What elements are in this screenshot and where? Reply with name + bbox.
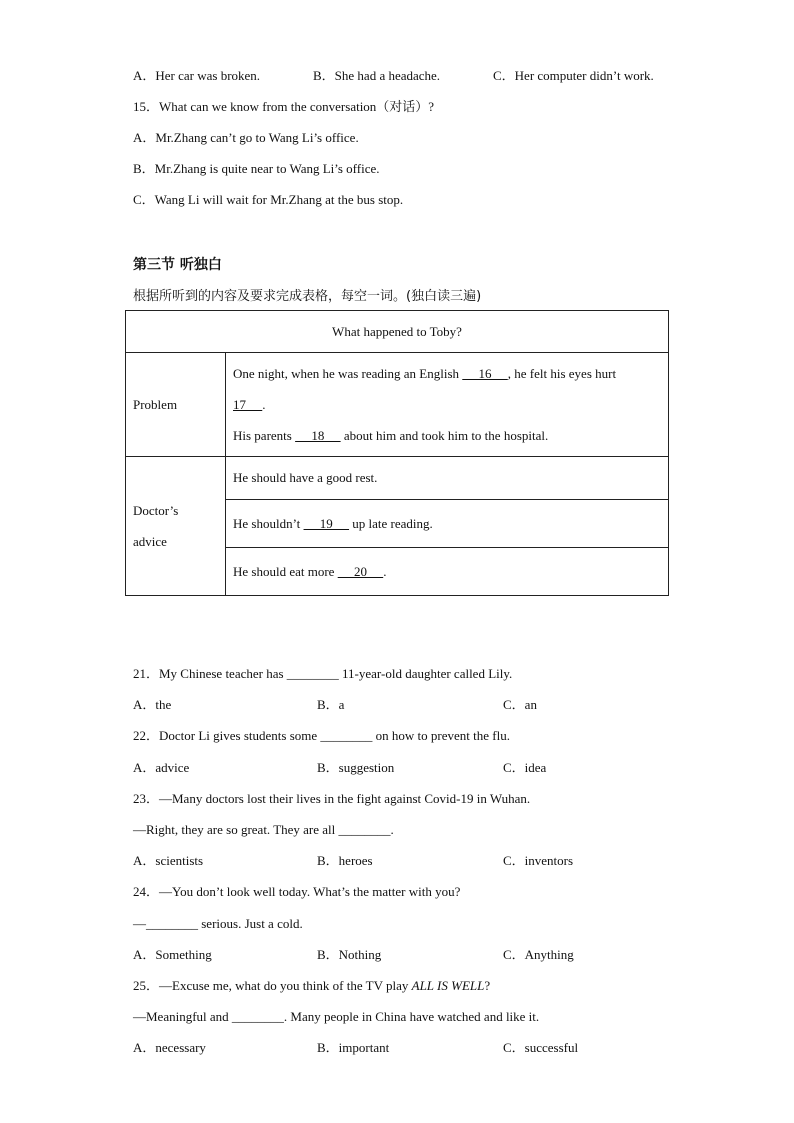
q21-stem: 21．My Chinese teacher has ________ 11-year-old daughter called Lily. [133, 666, 513, 681]
q22-stem: 22．Doctor Li gives students some ________ on how to prevent the flu. [133, 728, 510, 743]
blank-17: 17 [233, 397, 263, 412]
problem-content [226, 353, 669, 457]
q25-option-b: B．important [317, 1040, 390, 1055]
q23-option-b: B．heroes [317, 853, 373, 868]
blank-19: 19 [303, 515, 350, 531]
q21-option-c: C．an [503, 697, 537, 712]
q24-option-c: C．Anything [503, 947, 574, 962]
problem-line-3: His parents 18 about him and took him to the hospital. [233, 428, 549, 443]
q24-option-b: B．Nothing [317, 947, 382, 962]
q25-stem-2: —Meaningful and ________. Many people in China have watched and like it. [133, 1009, 540, 1024]
blank-16: 16 [462, 366, 508, 381]
q25-option-a: A．necessary [133, 1040, 206, 1055]
q24-option-a: A．Something [133, 947, 212, 962]
table-title: What happened to Toby? [126, 311, 669, 353]
problem-line-1: One night, when he was reading an English 16 , he felt his eyes hurt [233, 366, 617, 381]
advice-3: He should eat more 20 . [226, 548, 669, 596]
q23-option-a: A．scientists [133, 853, 204, 868]
q21-option-b: B．a [317, 697, 345, 712]
blank-20: 20 [337, 563, 384, 579]
q25-play-title: ALL IS WELL [411, 978, 485, 993]
q23-stem-2: —Right, they are so great. They are all ________. [133, 822, 394, 837]
section-instruction: 根据所听到的内容及要求完成表格，每空一词。(独白读三遍) [133, 289, 482, 304]
q15-option-a: A．Mr.Zhang can’t go to Wang Li’s office. [133, 130, 359, 145]
q22-option-a: A．advice [133, 760, 190, 775]
q15-stem: 15．What can we know from the conversation（对话）? [133, 99, 435, 114]
blank-18: 18 [295, 428, 341, 443]
q24-stem-2: —________ serious. Just a cold. [133, 916, 303, 931]
advice-1: He should have a good rest. [226, 457, 669, 500]
problem-line-2: 17 . [233, 397, 266, 412]
q14-option-a: A．Her car was broken. [133, 68, 261, 83]
q15-option-b: B．Mr.Zhang is quite near to Wang Li’s office. [133, 161, 380, 176]
q14-option-c: C．Her computer didn’t work. [493, 68, 654, 83]
q22-option-b: B．suggestion [317, 760, 395, 775]
q15-option-c: C．Wang Li will wait for Mr.Zhang at the bus stop. [133, 192, 404, 207]
q23-stem: 23．—Many doctors lost their lives in the fight against Covid-19 in Wuhan. [133, 791, 531, 806]
advice-row-1 [126, 457, 669, 500]
q23-option-c: C．inventors [503, 853, 574, 868]
q21-option-a: A．the [133, 697, 172, 712]
table-title-row [126, 311, 669, 353]
q22-option-c: C．idea [503, 760, 547, 775]
q14-option-b: B．She had a headache. [313, 68, 441, 83]
problem-label: Problem [126, 353, 226, 457]
q25-stem: 25．—Excuse me, what do you think of the TV play ALL IS WELL? [133, 978, 491, 993]
toby-table [125, 310, 669, 596]
advice-label: Doctor’s advice [126, 457, 226, 596]
section-heading: 第三节 听独白 [133, 257, 222, 273]
problem-row [126, 353, 669, 457]
q24-stem: 24．—You don’t look well today. What’s the matter with you? [133, 884, 461, 899]
q25-option-c: C．successful [503, 1040, 579, 1055]
advice-2: He shouldn’t 19 up late reading. [226, 500, 669, 548]
